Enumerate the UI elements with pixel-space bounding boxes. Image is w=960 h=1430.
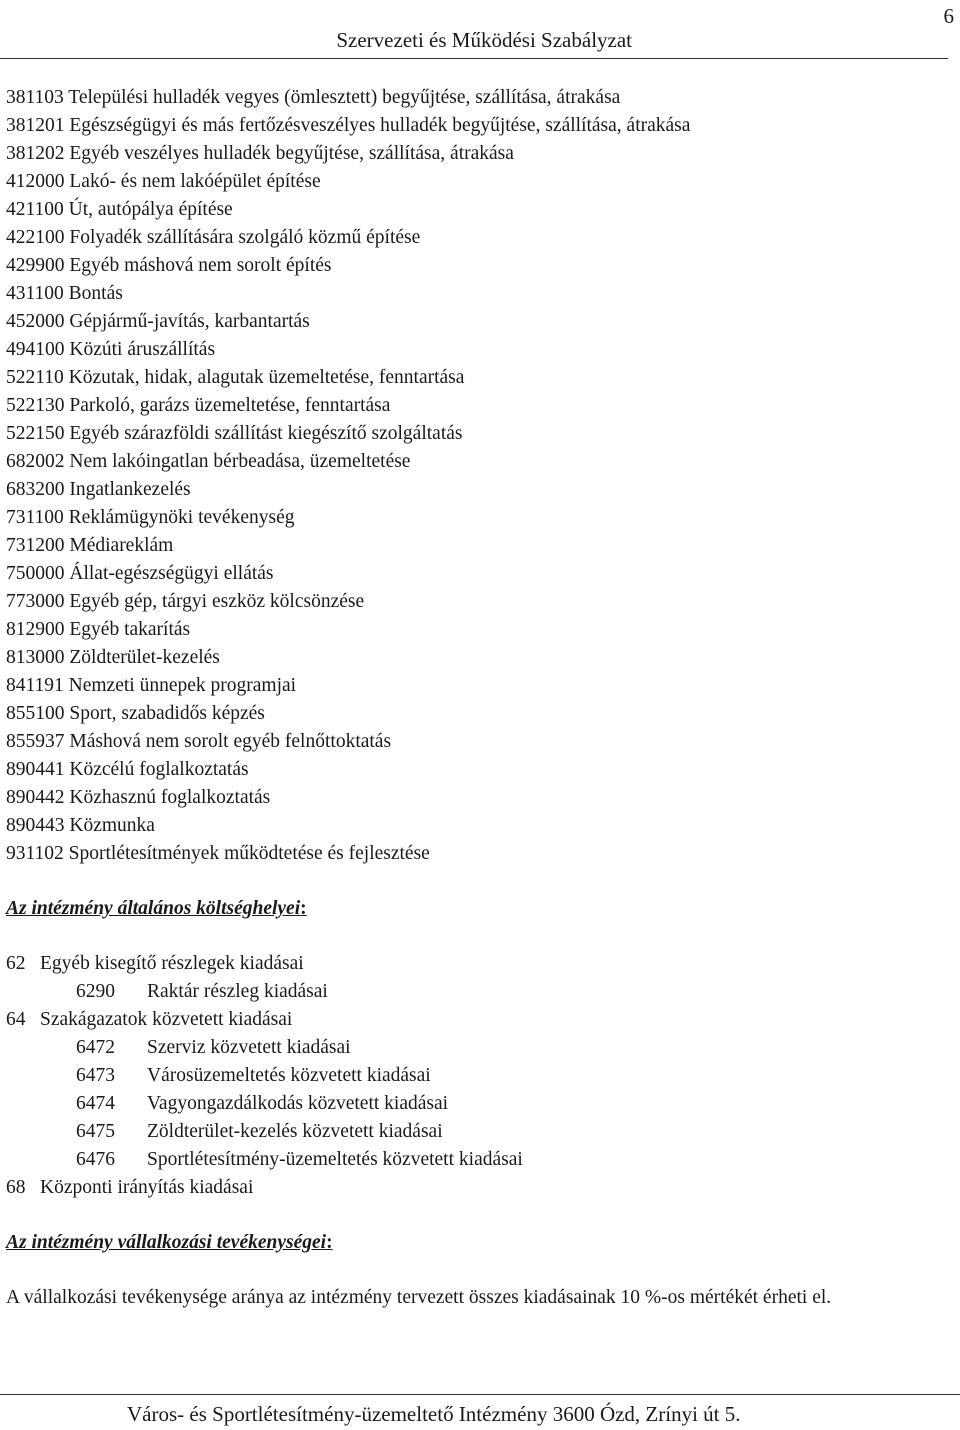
heading-colon: :	[326, 1232, 333, 1253]
cost-center-label: Egyéb kisegítő részlegek kiadásai	[40, 953, 304, 974]
activity-code-line: 381201 Egészségügyi és más fertőzésveszélyes hulladék begyűjtése, szállítása, átrakása	[6, 115, 691, 136]
cost-center-label: Központi irányítás kiadásai	[40, 1177, 254, 1198]
cost-center-group	[6, 1174, 956, 1202]
activity-code-line: 431100 Bontás	[6, 283, 123, 304]
cost-center-code: 6476	[76, 1149, 115, 1170]
activity-code-line: 890442 Közhasznú foglalkoztatás	[6, 787, 271, 808]
activity-code-line: 855100 Sport, szabadidős képzés	[6, 703, 265, 724]
activity-code-line: 890441 Közcélú foglalkoztatás	[6, 759, 249, 780]
cost-center-subitem	[6, 1062, 956, 1090]
cost-center-code: 6472	[76, 1037, 115, 1058]
cost-center-label: Zöldterület-kezelés közvetett kiadásai	[147, 1121, 443, 1142]
business-activities-heading	[6, 1229, 956, 1257]
activity-code-line: 812900 Egyéb takarítás	[6, 619, 191, 640]
cost-center-label: Városüzemeltetés közvetett kiadásai	[147, 1065, 431, 1086]
cost-center-group	[6, 950, 956, 978]
cost-center-code: 6474	[76, 1093, 115, 1114]
activity-code-line: 731200 Médiareklám	[6, 535, 174, 556]
activity-code-line: 841191 Nemzeti ünnepek programjai	[6, 675, 297, 696]
activity-code-line: 381103 Települési hulladék vegyes (ömlesztett) begyűjtése, szállítása, átrakása	[6, 87, 621, 108]
activity-code-line: 522150 Egyéb szárazföldi szállítást kiegészítő szolgáltatás	[6, 423, 463, 444]
cost-center-label: Szakágazatok közvetett kiadásai	[40, 1009, 293, 1030]
activity-code-line: 522110 Közutak, hidak, alagutak üzemeltetése, fenntartása	[6, 367, 465, 388]
activity-code-line: 683200 Ingatlankezelés	[6, 479, 191, 500]
cost-center-subitem	[6, 1146, 956, 1174]
activity-code-line: 855937 Máshová nem sorolt egyéb felnőttoktatás	[6, 731, 392, 752]
cost-center-subitem	[6, 1118, 956, 1146]
header-divider	[0, 58, 948, 59]
activity-code-line: 773000 Egyéb gép, tárgyi eszköz kölcsönzése	[6, 591, 365, 612]
cost-center-label: Sportlétesítmény-üzemeltetés közvetett kiadásai	[147, 1149, 523, 1170]
page-number: 6	[943, 4, 954, 28]
cost-center-label: Vagyongazdálkodás közvetett kiadásai	[147, 1093, 449, 1114]
activity-code-line: 931102 Sportlétesítmények működtetése és fejlesztése	[6, 843, 430, 864]
cost-center-list	[6, 950, 956, 1202]
activity-code-line: 682002 Nem lakóingatlan bérbeadása, üzemeltetése	[6, 451, 411, 472]
activity-code-line: 890443 Közmunka	[6, 815, 155, 836]
heading-colon: :	[300, 898, 307, 919]
cost-center-code: 6475	[76, 1121, 115, 1142]
cost-center-subitem	[6, 1090, 956, 1118]
business-activities-heading-text: Az intézmény vállalkozási tevékenységei	[6, 1232, 327, 1253]
activity-code-line: 421100 Út, autópálya építése	[6, 199, 233, 220]
activity-code-line: 412000 Lakó- és nem lakóépület építése	[6, 171, 321, 192]
cost-center-label: Szerviz közvetett kiadásai	[147, 1037, 351, 1058]
footer-divider	[0, 1394, 960, 1395]
activity-code-list	[6, 84, 956, 868]
activity-code-line: 522130 Parkoló, garázs üzemeltetése, fenntartása	[6, 395, 391, 416]
cost-center-subitem	[6, 1034, 956, 1062]
cost-center-code: 64	[6, 1009, 26, 1030]
activity-code-line: 731100 Reklámügynöki tevékenység	[6, 507, 295, 528]
activity-code-line: 750000 Állat-egészségügyi ellátás	[6, 563, 274, 584]
cost-center-subitem	[6, 978, 956, 1006]
activity-code-line: 813000 Zöldterület-kezelés	[6, 647, 220, 668]
document-body	[6, 84, 956, 1332]
cost-center-group	[6, 1006, 956, 1034]
cost-center-label: Raktár részleg kiadásai	[147, 981, 328, 1002]
activity-code-line: 494100 Közúti áruszállítás	[6, 339, 216, 360]
cost-center-code: 68	[6, 1177, 26, 1198]
cost-centers-heading-text: Az intézmény általános költséghelyei	[6, 898, 301, 919]
activity-code-line: 381202 Egyéb veszélyes hulladék begyűjtése, szállítása, átrakása	[6, 143, 514, 164]
activity-code-line: 422100 Folyadék szállítására szolgáló közmű építése	[6, 227, 421, 248]
cost-center-code: 62	[6, 953, 26, 974]
running-header: Szervezeti és Működési Szabályzat	[336, 28, 632, 52]
page-footer: Város- és Sportlétesítmény-üzemeltető Intézmény 3600 Ózd, Zrínyi út 5.	[127, 1402, 741, 1426]
activity-code-line: 429900 Egyéb máshová nem sorolt építés	[6, 255, 332, 276]
cost-center-code: 6473	[76, 1065, 115, 1086]
activity-code-line: 452000 Gépjármű-javítás, karbantartás	[6, 311, 310, 332]
business-activity-paragraph: A vállalkozási tevékenysége aránya az intézmény tervezett összes kiadásainak 10 %-os mértékét érheti el.	[6, 1287, 832, 1308]
cost-center-code: 6290	[76, 981, 115, 1002]
cost-centers-heading	[6, 895, 956, 923]
